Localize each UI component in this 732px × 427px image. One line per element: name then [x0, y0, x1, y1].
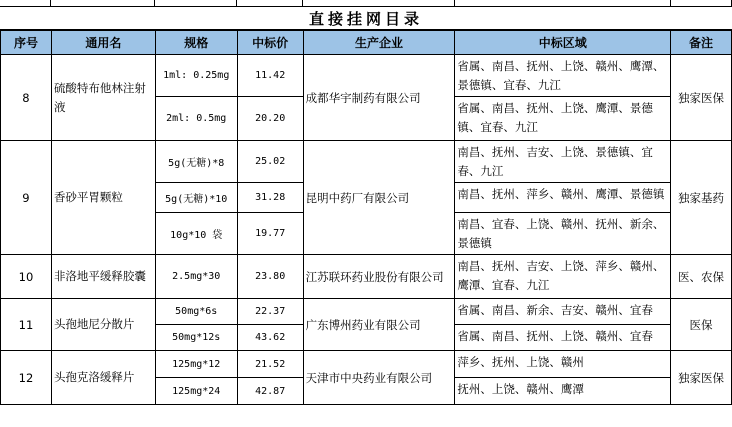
row-company: 成都华宇制药有限公司 [303, 55, 455, 141]
row-price: 22.37 [237, 299, 303, 325]
row-price: 25.02 [237, 141, 303, 183]
table-row [1, 55, 732, 97]
row-area: 萍乡、抚州、上饶、赣州 [455, 351, 671, 378]
row-spec: 50mg*6s [155, 299, 237, 325]
row-area: 南昌、抚州、吉安、上饶、景德镇、宜春、九江 [455, 141, 671, 183]
row-note: 独家基药 [671, 141, 732, 255]
row-price: 19.77 [237, 213, 303, 255]
row-price: 20.20 [237, 97, 303, 141]
row-spec: 125mg*24 [155, 378, 237, 405]
row-price: 42.87 [237, 378, 303, 405]
table-row [1, 141, 732, 183]
row-name: 头孢地尼分散片 [51, 299, 155, 351]
row-company: 江苏联环药业股份有限公司 [303, 255, 455, 299]
row-name: 头孢克洛缓释片 [51, 351, 155, 405]
table-title: 直接挂网目录 [0, 6, 732, 30]
row-spec: 1ml: 0.25mg [155, 55, 237, 97]
row-price: 23.80 [237, 255, 303, 299]
row-note: 医保 [671, 299, 732, 351]
row-note: 独家医保 [671, 351, 732, 405]
row-name: 香砂平胃颗粒 [51, 141, 155, 255]
row-spec: 125mg*12 [155, 351, 237, 378]
row-area: 省属、南昌、新余、吉安、赣州、宜春 [455, 299, 671, 325]
row-price: 21.52 [237, 351, 303, 378]
row-spec: 2ml: 0.5mg [155, 97, 237, 141]
row-spec: 50mg*12s [155, 325, 237, 351]
row-area: 省属、南昌、抚州、上饶、鹰潭、景德镇、宜春、九江 [455, 97, 671, 141]
header-spec: 规格 [155, 31, 237, 55]
row-no: 8 [1, 55, 52, 141]
row-spec: 5g(无糖)*10 [155, 183, 237, 213]
row-note: 独家医保 [671, 55, 732, 141]
table-row [1, 299, 732, 325]
header-row [1, 31, 732, 55]
row-spec: 10g*10 袋 [155, 213, 237, 255]
row-no: 10 [1, 255, 52, 299]
row-area: 抚州、上饶、赣州、鹰潭 [455, 378, 671, 405]
row-area: 南昌、宜春、上饶、赣州、抚州、新余、景德镇 [455, 213, 671, 255]
header-name: 通用名 [51, 31, 155, 55]
row-spec: 2.5mg*30 [155, 255, 237, 299]
table-row [1, 255, 732, 299]
row-company: 昆明中药厂有限公司 [303, 141, 455, 255]
row-area: 南昌、抚州、萍乡、赣州、鹰潭、景德镇 [455, 183, 671, 213]
row-price: 11.42 [237, 55, 303, 97]
row-no: 12 [1, 351, 52, 405]
row-area: 南昌、抚州、吉安、上饶、萍乡、赣州、鹰潭、宜春、九江 [455, 255, 671, 299]
header-area: 中标区域 [455, 31, 671, 55]
row-no: 11 [1, 299, 52, 351]
row-note: 医、农保 [671, 255, 732, 299]
table-row [1, 351, 732, 378]
header-company: 生产企业 [303, 31, 455, 55]
row-company: 天津市中央药业有限公司 [303, 351, 455, 405]
header-price: 中标价 [237, 31, 303, 55]
row-price: 43.62 [237, 325, 303, 351]
row-no: 9 [1, 141, 52, 255]
row-area: 省属、南昌、抚州、上饶、赣州、鹰潭、景德镇、宜春、九江 [455, 55, 671, 97]
row-area: 省属、南昌、抚州、上饶、赣州、宜春 [455, 325, 671, 351]
row-spec: 5g(无糖)*8 [155, 141, 237, 183]
header-note: 备注 [671, 31, 732, 55]
row-price: 31.28 [237, 183, 303, 213]
row-name: 硫酸特布他林注射液 [51, 55, 155, 141]
row-name: 非洛地平缓释胶囊 [51, 255, 155, 299]
row-company: 广东博州药业有限公司 [303, 299, 455, 351]
header-no: 序号 [1, 31, 52, 55]
drug-table [0, 30, 732, 405]
